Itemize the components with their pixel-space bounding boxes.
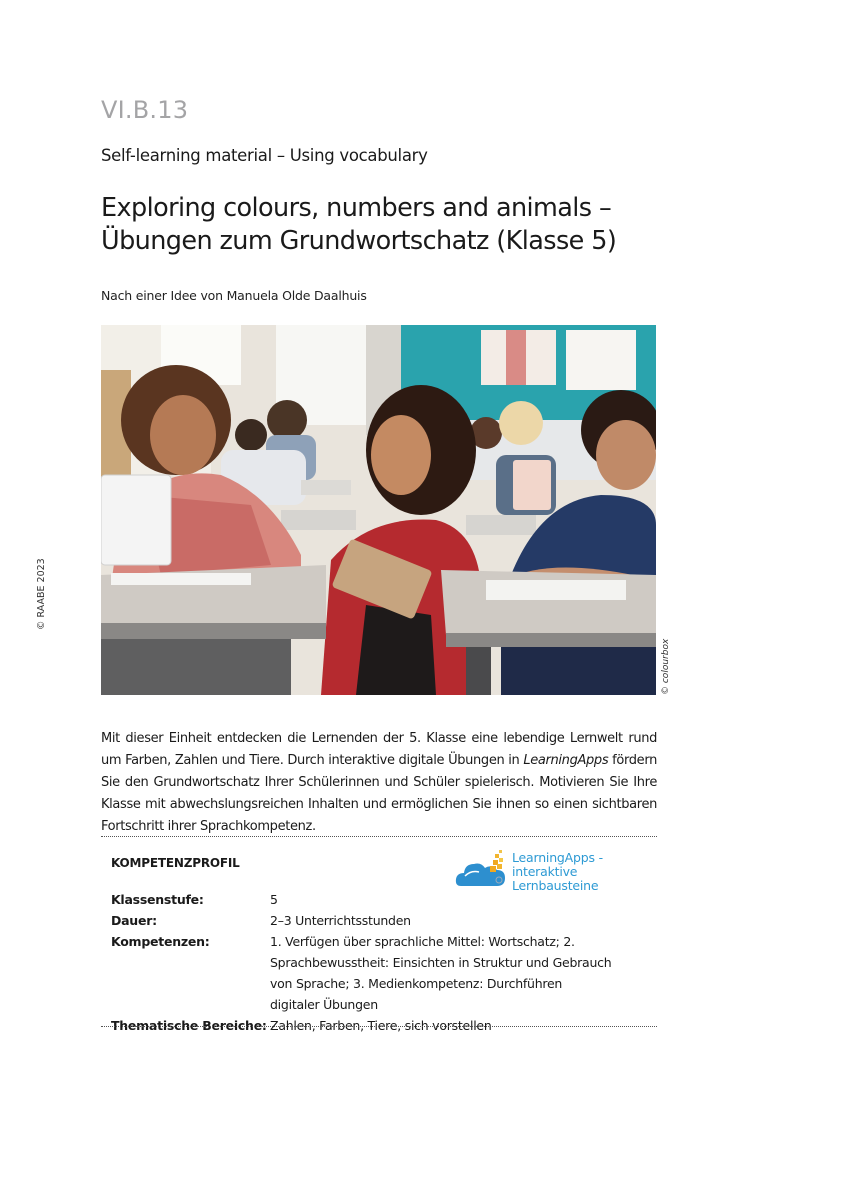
competence-profile: [111, 856, 657, 1036]
row-label: Klassenstufe:: [111, 892, 204, 907]
page-title: [101, 192, 616, 258]
intro-emphasis: LearningApps: [523, 753, 609, 768]
profile-row-competences: [111, 931, 657, 1015]
intro-text-2: fördern Sie den Grundwortschatz Ihrer Schülerinnen und Schüler spielerisch. Motivieren Sie Ihre Klasse mit abwechslungsreichen Inhalten und ermöglichen Sie ihnen so einen sichtbaren Fortschritt ihrer Sprachkompetenz.: [101, 753, 657, 834]
divider-top: [101, 836, 657, 837]
classroom-photo: [101, 325, 656, 695]
divider-bottom: [101, 1026, 657, 1027]
intro-text-1: Mit dieser Einheit entdecken die Lernenden der 5. Klasse eine lebendige Lernwelt rund um Farben, Zahlen und Tiere. Durch interaktive digitale Übungen in: [101, 731, 657, 768]
photo-credit: © colourbox: [661, 638, 671, 695]
profile-heading: KOMPETENZPROFIL: [111, 856, 240, 870]
row-label: Thematische Bereiche:: [111, 1018, 267, 1033]
copyright-side: © RAABE 2023: [36, 558, 47, 630]
title-line-1: Exploring colours, numbers and animals –: [101, 193, 612, 223]
row-value: 1. Verfügen über sprachliche Mittel: Wortschatz; 2. Sprachbewusstheit: Einsichten in Struktur und Gebrauch von Sprache; 3. Medienkompetenz: Durchführen digitaler Übungen: [270, 934, 612, 1012]
unit-code: VI.B.13: [101, 96, 189, 124]
row-value: 5: [270, 892, 278, 907]
row-value: Zahlen, Farben, Tiere, sich vorstellen: [270, 1018, 492, 1033]
author-credit: Nach einer Idee von Manuela Olde Daalhuis: [101, 288, 367, 303]
row-label: Dauer:: [111, 913, 157, 928]
logo-line-1: LearningApps -: [512, 850, 603, 865]
profile-row-grade: [111, 889, 657, 910]
subtitle: Self-learning material – Using vocabulary: [101, 146, 428, 165]
intro-paragraph: [101, 728, 657, 838]
logo-line-2: interaktive Lernbausteine: [512, 864, 599, 893]
row-label: Kompetenzen:: [111, 934, 210, 949]
profile-row-duration: [111, 910, 657, 931]
row-value: 2–3 Unterrichtsstunden: [270, 913, 411, 928]
classroom-illustration: [101, 325, 656, 695]
title-line-2: Übungen zum Grundwortschatz (Klasse 5): [101, 226, 617, 256]
